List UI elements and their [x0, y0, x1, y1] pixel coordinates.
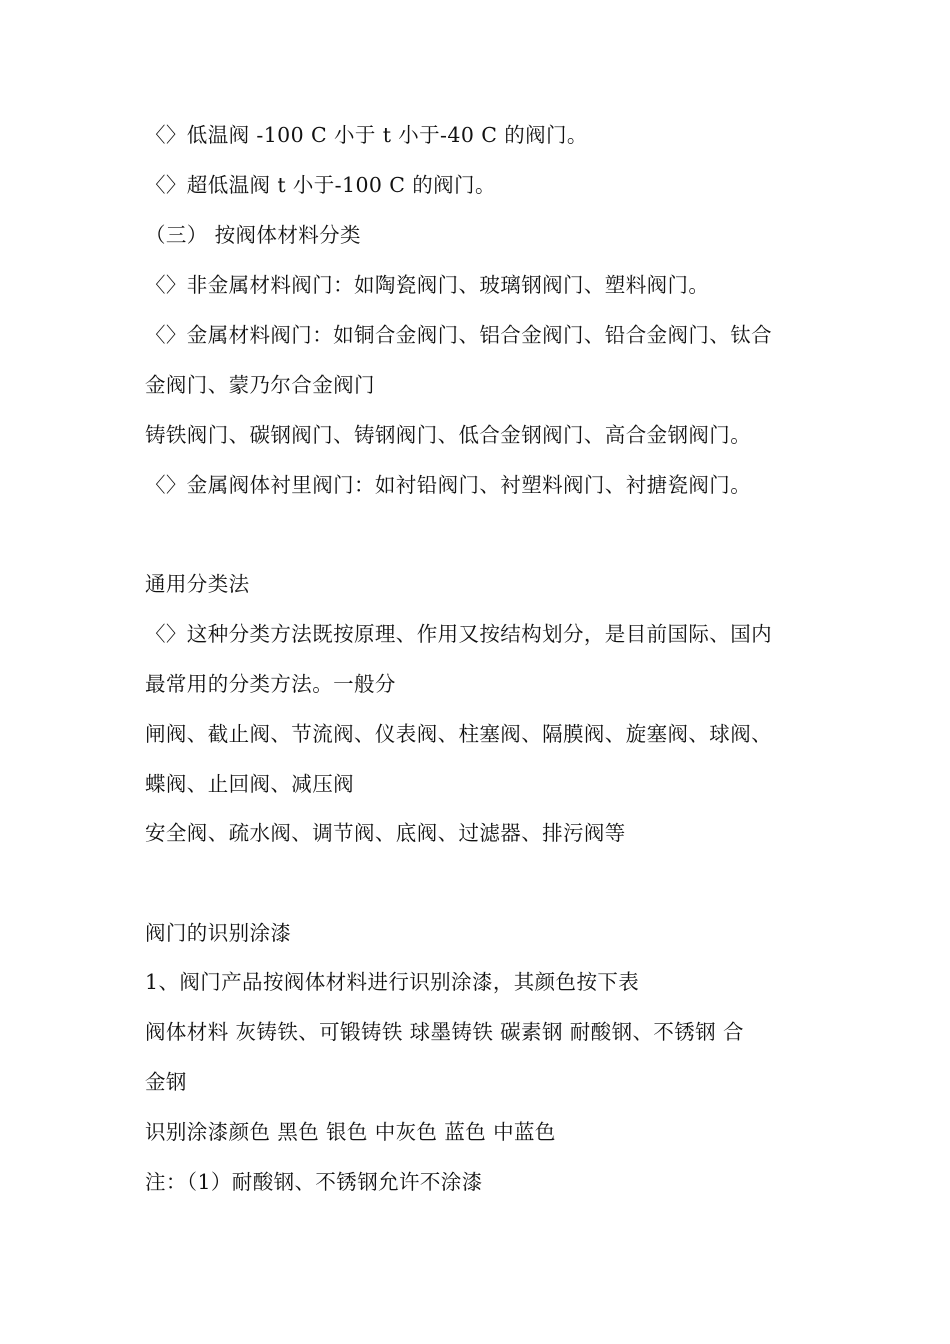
text-line-valve-types-2: 蝶阀、止回阀、减压阀	[145, 772, 354, 796]
section-heading-general-classification: 通用分类法	[145, 572, 250, 596]
text-line-note-1: 注：（1）耐酸钢、不锈钢允许不涂漆	[145, 1170, 483, 1194]
text-line-ultra-low-temp-valve: 〈〉超低温阀 t 小于-100 C 的阀门。	[145, 173, 496, 197]
text-line-paint-rule: 1、阀门产品按阀体材料进行识别涂漆，其颜色按下表	[145, 970, 640, 994]
text-line-classification-method-cont: 最常用的分类方法。一般分	[145, 672, 396, 696]
text-line-metal-valves: 〈〉金属材料阀门：如铜合金阀门、铝合金阀门、铅合金阀门、钛合	[145, 323, 772, 347]
text-line-lined-valves: 〈〉金属阀体衬里阀门：如衬铅阀门、衬塑料阀门、衬搪瓷阀门。	[145, 473, 752, 497]
section-heading-identification-paint: 阀门的识别涂漆	[145, 921, 292, 945]
text-line-paint-color-row: 识别涂漆颜色 黑色 银色 中灰色 蓝色 中蓝色	[145, 1120, 556, 1144]
text-line-iron-steel-valves: 铸铁阀门、碳钢阀门、铸钢阀门、低合金钢阀门、高合金钢阀门。	[145, 423, 752, 447]
text-line-classification-method: 〈〉这种分类方法既按原理、作用又按结构划分，是目前国际、国内	[145, 622, 772, 646]
section-heading-material-classification: （三） 按阀体材料分类	[145, 223, 361, 247]
text-line-valve-types-3: 安全阀、疏水阀、调节阀、底阀、过滤器、排污阀等	[145, 821, 626, 845]
text-line-nonmetal-valves: 〈〉非金属材料阀门：如陶瓷阀门、玻璃钢阀门、塑料阀门。	[145, 273, 710, 297]
text-line-metal-valves-cont: 金阀门、蒙乃尔合金阀门	[145, 373, 375, 397]
text-line-body-material-row: 阀体材料 灰铸铁、可锻铸铁 球墨铸铁 碳素钢 耐酸钢、不锈钢 合	[145, 1020, 744, 1044]
text-line-low-temp-valve: 〈〉低温阀 -100 C 小于 t 小于-40 C 的阀门。	[145, 123, 588, 147]
text-line-valve-types-1: 闸阀、截止阀、节流阀、仪表阀、柱塞阀、隔膜阀、旋塞阀、球阀、	[145, 722, 772, 746]
text-line-body-material-row-cont: 金钢	[145, 1070, 187, 1094]
